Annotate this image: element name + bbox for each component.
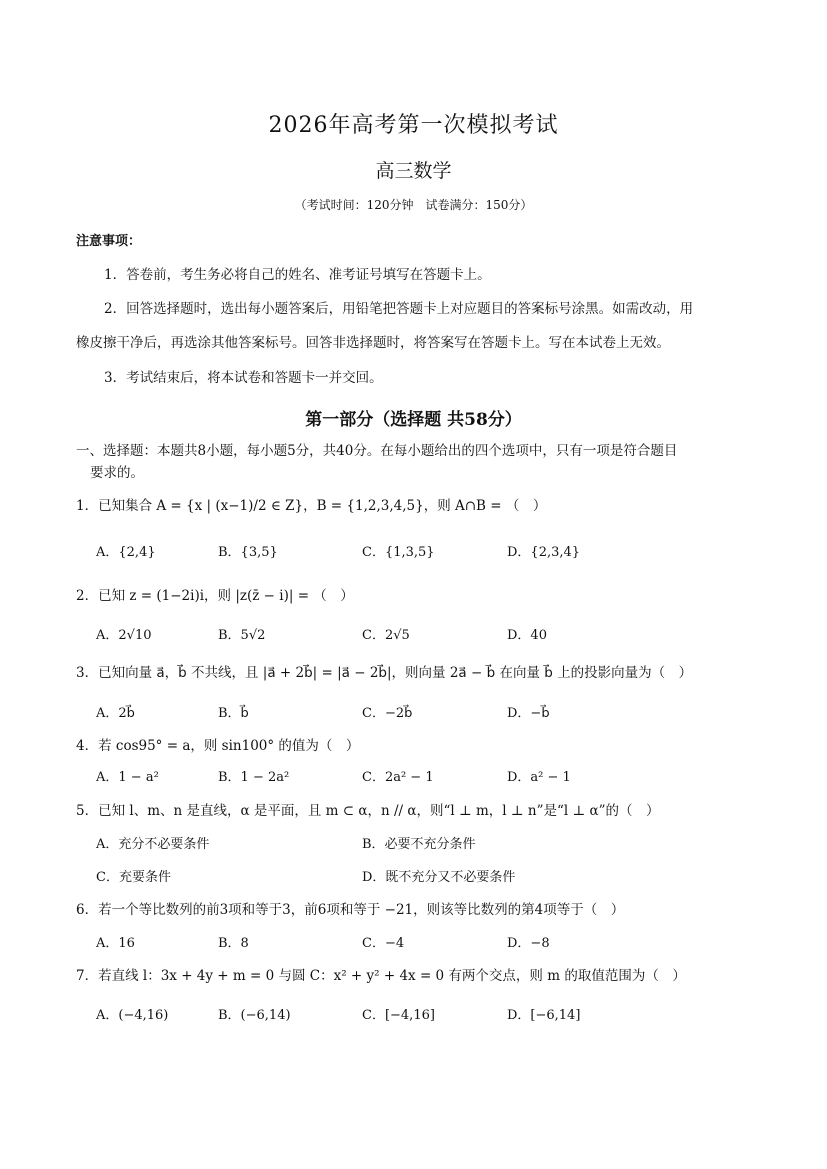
question-5-stem: 5．已知 l、m、n 是直线，α 是平面，且 m ⊂ α，n // α，则“l ⊥ m，l ⊥ n”是“l ⊥ α”的（ ） bbox=[76, 803, 660, 819]
notice-item-1: 1．答卷前，考生务必将自己的姓名、准考证号填写在答题卡上。 bbox=[104, 267, 491, 283]
question-1-option-c: C．{1,3,5} bbox=[362, 545, 435, 560]
question-6-option-a: A．16 bbox=[96, 936, 135, 951]
question-4-option-a: A．1 − a² bbox=[96, 770, 159, 785]
question-6-option-d: D．−8 bbox=[507, 936, 550, 951]
question-6-option-c: C．−4 bbox=[362, 936, 405, 951]
question-7-stem: 7．若直线 l：3x + 4y + m = 0 与圆 C：x² + y² + 4x = 0 有两个交点，则 m 的取值范围为（ ） bbox=[76, 968, 686, 984]
notice-heading: 注意事项： bbox=[76, 234, 142, 249]
question-7-option-a: A．(−4,16) bbox=[96, 1008, 169, 1023]
question-4-option-b: B．1 − 2a² bbox=[218, 770, 290, 785]
question-5-option-c: C．充要条件 bbox=[96, 870, 171, 885]
question-7-option-b: B．(−6,14) bbox=[218, 1008, 291, 1023]
instructions-line-1: 一、选择题：本题共8小题，每小题5分，共40分。在每小题给出的四个选项中，只有一项是符合题目 bbox=[76, 443, 678, 459]
question-1-stem: 1．已知集合 A = {x | (x−1)/2 ∈ Z}，B = {1,2,3,4,5}，则 A∩B = （ ） bbox=[76, 498, 547, 514]
question-2-option-d: D．40 bbox=[507, 628, 547, 643]
notice-item-2: 2．回答选择题时，选出每小题答案后，用铅笔把答题卡上对应题目的答案标号涂黑。如需改动，用 bbox=[104, 301, 694, 317]
question-2-stem: 2．已知 z = (1−2i)i，则 |z(z̄ − i)| = （ ） bbox=[76, 588, 354, 604]
question-2-option-c: C．2√5 bbox=[362, 628, 410, 643]
question-1-option-a: A．{2,4} bbox=[96, 545, 156, 560]
question-6-stem: 6．若一个等比数列的前3项和等于3，前6项和等于 −21，则该等比数列的第4项等于（ ） bbox=[76, 902, 625, 918]
exam-subject: 高三数学 bbox=[375, 160, 452, 182]
question-7-option-c: C．[−4,16] bbox=[362, 1008, 435, 1023]
section-title: 第一部分（选择题 共58分） bbox=[305, 410, 522, 430]
question-5-option-a: A．充分不必要条件 bbox=[96, 837, 210, 852]
question-5-option-b: B．必要不充分条件 bbox=[362, 837, 476, 852]
instructions-line-2: 要求的。 bbox=[90, 465, 144, 481]
question-2-option-a: A．2√10 bbox=[96, 628, 152, 643]
notice-item-3: 3．考试结束后，将本试卷和答题卡一并交回。 bbox=[104, 370, 383, 386]
question-1-option-b: B．{3,5} bbox=[218, 545, 278, 560]
question-4-stem: 4．若 cos95° = a，则 sin100° 的值为（ ） bbox=[76, 738, 360, 754]
question-3-option-b: B．b⃗ bbox=[218, 706, 249, 721]
question-1-option-d: D．{2,3,4} bbox=[507, 545, 581, 560]
question-3-option-c: C．−2b⃗ bbox=[362, 706, 413, 721]
question-7-option-d: D．[−6,14] bbox=[507, 1008, 581, 1023]
exam-time-and-score: （考试时间：120分钟 试卷满分：150分） bbox=[294, 198, 533, 212]
question-4-option-d: D．a² − 1 bbox=[507, 770, 571, 785]
question-3-option-a: A．2b⃗ bbox=[96, 706, 135, 721]
exam-title: 2026年高考第一次模拟考试 bbox=[268, 113, 559, 138]
question-2-option-b: B．5√2 bbox=[218, 628, 266, 643]
section-instructions bbox=[76, 440, 746, 484]
question-3-option-d: D．−b⃗ bbox=[507, 706, 550, 721]
question-6-option-b: B．8 bbox=[218, 936, 249, 951]
question-3-stem: 3．已知向量 a⃗，b⃗ 不共线，且 |a⃗ + 2b⃗| = |a⃗ − 2b⃗|，则向量 2a⃗ − b⃗ 在向量 b⃗ 上的投影向量为（ ） bbox=[76, 665, 693, 681]
question-5-option-d: D．既不充分又不必要条件 bbox=[362, 870, 516, 885]
question-4-option-c: C．2a² − 1 bbox=[362, 770, 434, 785]
notice-item-2-continued: 橡皮擦干净后，再选涂其他答案标号。回答非选择题时，将答案写在答题卡上。写在本试卷上无效。 bbox=[76, 335, 670, 351]
